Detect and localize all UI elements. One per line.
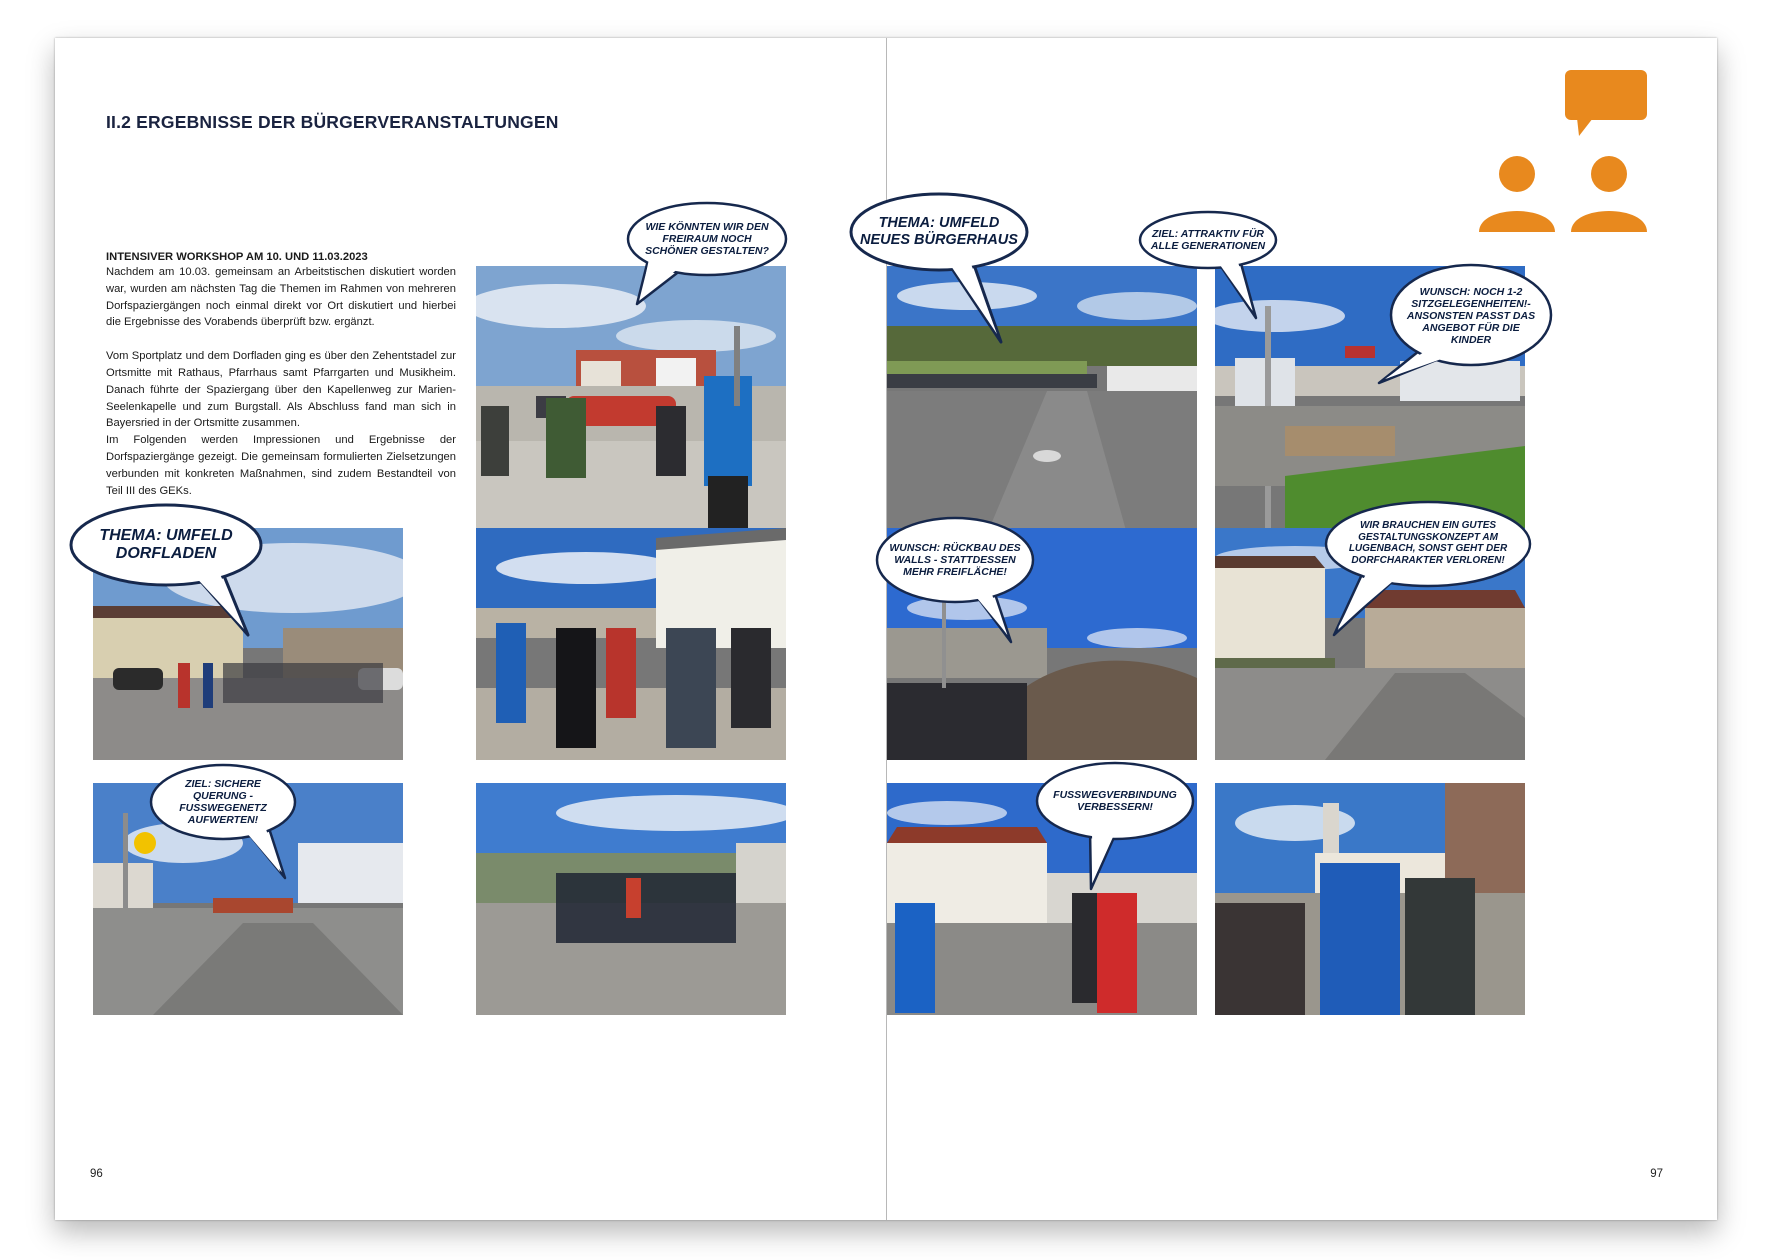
photo-gravel-group [476, 528, 786, 760]
page-number-right: 97 [1650, 1168, 1663, 1180]
bubble-text: WIR BRAUCHEN EIN GUTES GESTALTUNGSKONZEPT AM LUGENBACH, SONST GEHT DER DORFCHARAKTER VERLOREN! [1348, 520, 1508, 566]
bubble-text: THEMA: UMFELD DORFLADEN [99, 526, 233, 562]
intro-paragraph: Vom Sportplatz und dem Dorfladen ging es über den Zehentstadel zur Ortsmitte mit Rathaus, Pfarrhaus samt Pfarrgarten und Musikheim. Danach führte der Spaziergang über den Kapellenweg zur Marien-Seelenkapelle und zum Burgstall. Als Abschluss fand man sich in Bayersried in der Ortsmitte zusammen. [106, 350, 456, 430]
bubble-text: WUNSCH: NOCH 1-2 SITZGELEGENHEITEN!- ANSONSTEN PASST DAS ANGEBOT FÜR DIE KINDER [1406, 285, 1536, 347]
bubble-text: ZIEL: ATTRAKTIV FÜR ALLE GENERATIONEN [1150, 227, 1266, 252]
bubble-text: FUSSWEGVERBINDUNG VERBESSERN! [1053, 788, 1177, 813]
right-page [860, 38, 1717, 1220]
people-speech-bubble-icon [1467, 70, 1647, 232]
bubble-text: ZIEL: SICHERE QUERUNG - FUSSWEGENETZ AUFWERTEN! [179, 777, 267, 827]
bubble-text: WIE KÖNNTEN WIR DEN FREIRAUM NOCH SCHÖNER GESTALTEN? [645, 220, 769, 258]
photo-kapelle-group [1215, 783, 1525, 1015]
workshop-heading: INTENSIVER WORKSHOP AM 10. UND 11.03.2023 [106, 251, 368, 263]
bubble-text: THEMA: UMFELD NEUES BÜRGERHAUS [860, 215, 1018, 248]
bubble-text: WUNSCH: RÜCKBAU DES WALLS - STATTDESSEN MEHR FREIFLÄCHE! [889, 541, 1021, 579]
page-number-left: 96 [90, 1168, 103, 1180]
document-spread [55, 38, 1717, 1220]
section-title: II.2 ERGEBNISSE DER BÜRGERVERANSTALTUNGEN [106, 112, 559, 132]
left-page [55, 38, 887, 1220]
intro-body [106, 264, 456, 499]
intro-paragraph: Nachdem am 10.03. gemeinsam an Arbeitstischen diskutiert worden war, wurden am nächsten Tag die Themen im Rahmen von mehreren Dorfspaziergängen noch einmal direkt vor Ort diskutiert und hierbei die Ergebnisse des Vorabends überprüft bzw. ergänzt. [106, 266, 456, 329]
photo-sportplatz-group [476, 783, 786, 1015]
intro-paragraph: Im Folgenden werden Impressionen und Ergebnisse der Dorfspaziergänge gezeigt. Die gemeinsam formulierten Zielsetzungen verbunden mit konkreten Maßnahmen, sind zudem Bestandteil von Teil III des GEKs. [106, 434, 456, 497]
intro-text-block [106, 251, 456, 516]
